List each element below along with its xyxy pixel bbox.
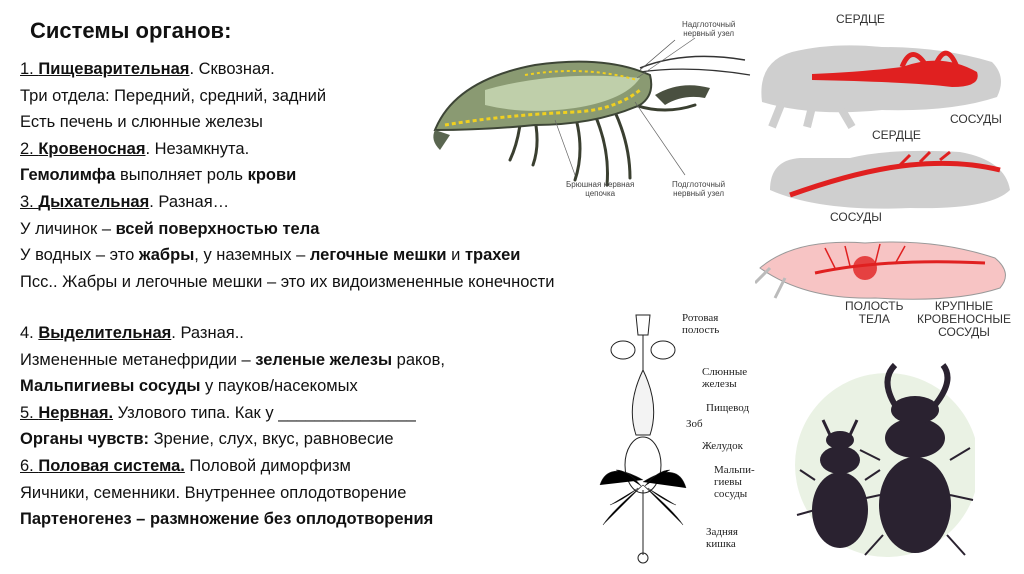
text-line [20, 480, 445, 507]
circ-label-vessels-2: СОСУДЫ [830, 210, 882, 224]
stag-beetles-photo [795, 360, 975, 560]
text-segment: 6. [20, 456, 39, 475]
text-block-excretory-nervous-reproductive [20, 320, 445, 533]
text-segment: У водных – это [20, 246, 139, 265]
text-line [20, 400, 445, 427]
shrimp-label-subesophageal: Подглоточный нервный узел [672, 180, 726, 198]
text-line [20, 347, 445, 374]
digest-label-malpighian: Мальпи- гиевы сосуды [714, 464, 755, 500]
text-segment: . Сквозная. [189, 60, 275, 78]
digest-label-salivary: Слюнные железы [702, 366, 748, 390]
text-segment: . Незамкнута. [145, 139, 250, 158]
shrimp-label-ventral-chain: Брюшная нервная цепочка [566, 180, 635, 198]
digest-label-stomach: Желудок [702, 440, 743, 452]
text-segment: зеленые железы [255, 350, 393, 369]
text-segment: Дыхательная [38, 192, 150, 211]
text-segment: легочные мешки [309, 246, 447, 265]
text-segment: Выделительная [38, 324, 172, 342]
circ-label-body-cavity: ПОЛОСТЬ ТЕЛА [845, 299, 904, 326]
text-segment: . Разная… [149, 192, 230, 211]
text-line [20, 453, 445, 480]
text-segment: 3. [20, 192, 39, 211]
text-segment: Партеногенез – размножение без оплодотворения [20, 510, 434, 529]
text-segment: крови [247, 166, 297, 185]
text-segment: Мальпигиевы сосуды [20, 377, 201, 396]
text-line [20, 373, 445, 400]
text-segment: 4. [20, 324, 39, 342]
text-segment: У личинок – [20, 219, 116, 238]
text-segment: Узлового типа. Как у _______________ [113, 403, 416, 422]
page-title: Системы органов: [30, 18, 232, 43]
text-segment: 1. [20, 60, 39, 78]
circ-label-heart-2: СЕРДЦЕ [872, 128, 921, 142]
text-segment: Пищеварительная [38, 60, 190, 78]
text-segment: Органы чувств: [20, 430, 149, 449]
shrimp-label-supraesophageal: Надглоточный нервный узел [682, 20, 736, 38]
text-segment: Три отдела: Передний, средний, задний [20, 86, 327, 105]
text-segment: и [446, 246, 465, 265]
text-segment: Гемолимфа [20, 166, 116, 185]
text-segment: всей поверхностью тела [115, 219, 320, 238]
circ-label-vessels-1: СОСУДЫ [950, 112, 1002, 126]
text-line [20, 426, 445, 453]
text-segment: жабры [138, 246, 195, 265]
text-segment: , у наземных – [194, 246, 310, 265]
circulatory-figure-insect [760, 140, 1014, 220]
text-segment: Зрение, слух, вкус, равновесие [149, 430, 394, 449]
insect-digestive-system-figure [598, 310, 688, 566]
text-line [20, 242, 554, 269]
text-segment: 2. [20, 139, 39, 158]
digest-label-mouth: Ротовая полость [682, 312, 720, 336]
text-segment: Кровеносная [38, 139, 146, 158]
text-segment: . Разная.. [171, 324, 244, 342]
digest-label-hindgut: Задняя кишка [706, 526, 738, 550]
circ-label-large-vessels: КРУПНЫЕ КРОВЕНОСНЫЕ СОСУДЫ [917, 299, 1012, 339]
digest-label-crop: Зоб [686, 418, 703, 430]
text-segment: у пауков/насекомых [200, 377, 358, 396]
text-segment: Нервная. [38, 403, 114, 422]
text-line [20, 320, 445, 347]
text-line [20, 506, 445, 533]
text-segment: 5. [20, 403, 39, 422]
text-segment: Есть печень и слюнные железы [20, 113, 263, 132]
text-segment: Яичники, семенники. Внутреннее оплодотворение [20, 483, 407, 502]
text-segment: Измененные метанефридии – [20, 350, 256, 369]
text-line [20, 269, 554, 296]
circ-label-heart-1: СЕРДЦЕ [836, 12, 885, 26]
digest-label-esophagus: Пищевод [706, 402, 750, 414]
text-segment: Половая система. [38, 456, 185, 475]
text-segment: Псс.. Жабры и легочные мешки – это их видоизмененные конечности [20, 272, 555, 291]
text-segment: трахеи [464, 246, 521, 265]
text-segment: выполняет роль [115, 166, 248, 185]
text-segment: раков, [392, 350, 445, 369]
text-segment: Половой диморфизм [184, 456, 351, 475]
